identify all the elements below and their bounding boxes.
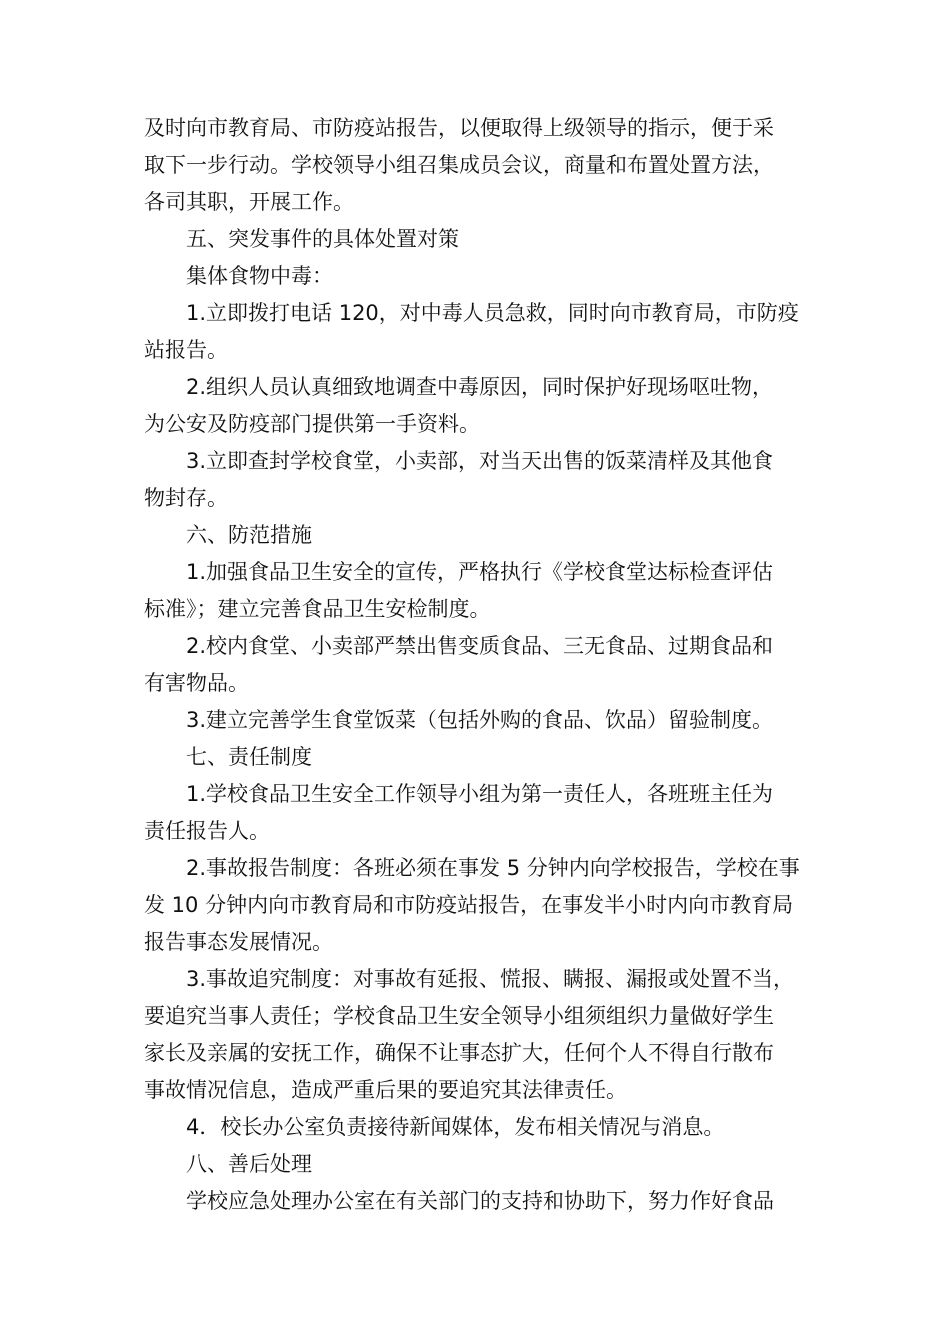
section-heading: 五、突发事件的具体处置对策 (186, 227, 459, 251)
section-heading: 八、善后处理 (186, 1152, 312, 1176)
text-line: 事故情况信息，造成严重后果的要追究其法律责任。 (144, 1078, 627, 1102)
text-line: 站报告。 (144, 338, 228, 362)
text-line: 3.建立完善学生食堂饭菜（包括外购的食品、饮品）留验制度。 (186, 708, 774, 732)
text-line: 责任报告人。 (144, 819, 270, 843)
text-line: 4．校长办公室负责接待新闻媒体，发布相关情况与消息。 (186, 1115, 725, 1139)
text-line: 为公安及防疫部门提供第一手资料。 (144, 412, 480, 436)
text-line: 1.立即拨打电话 120，对中毒人员急救，同时向市教育局，市防疫 (186, 301, 799, 325)
text-line: 学校应急处理办公室在有关部门的支持和协助下，努力作好食品 (186, 1189, 774, 1213)
text-line: 1.学校食品卫生安全工作领导小组为第一责任人，各班班主任为 (186, 782, 774, 806)
text-line: 发 10 分钟内向市教育局和市防疫站报告，在事发半小时内向市教育局 (144, 893, 794, 917)
section-heading: 六、防范措施 (186, 523, 312, 547)
text-line: 取下一步行动。学校领导小组召集成员会议，商量和布置处置方法， (144, 153, 774, 177)
text-line: 2.组织人员认真细致地调查中毒原因，同时保护好现场呕吐物， (186, 375, 774, 399)
text-line: 要追究当事人责任；学校食品卫生安全领导小组须组织力量做好学生 (144, 1004, 774, 1028)
subsection-heading: 集体食物中毒： (186, 264, 333, 288)
text-line: 报告事态发展情况。 (144, 930, 333, 954)
text-line: 2.校内食堂、小卖部严禁出售变质食品、三无食品、过期食品和 (186, 634, 774, 658)
text-line: 标准》；建立完善食品卫生安检制度。 (144, 597, 491, 621)
text-line: 及时向市教育局、市防疫站报告，以便取得上级领导的指示，便于采 (144, 116, 774, 140)
text-line: 3.事故追究制度：对事故有延报、慌报、瞒报、漏报或处置不当， (186, 967, 795, 991)
text-line: 3.立即查封学校食堂，小卖部，对当天出售的饭菜清样及其他食 (186, 449, 774, 473)
text-line: 各司其职，开展工作。 (144, 190, 354, 214)
text-line: 有害物品。 (144, 671, 249, 695)
text-line: 1.加强食品卫生安全的宣传，严格执行《学校食堂达标检查评估 (186, 560, 774, 584)
text-line: 物封存。 (144, 486, 228, 510)
text-line: 家长及亲属的安抚工作，确保不让事态扩大，任何个人不得自行散布 (144, 1041, 774, 1065)
section-heading: 七、责任制度 (186, 745, 312, 769)
text-line: 2.事故报告制度：各班必须在事发 5 分钟内向学校报告，学校在事 (186, 856, 800, 880)
